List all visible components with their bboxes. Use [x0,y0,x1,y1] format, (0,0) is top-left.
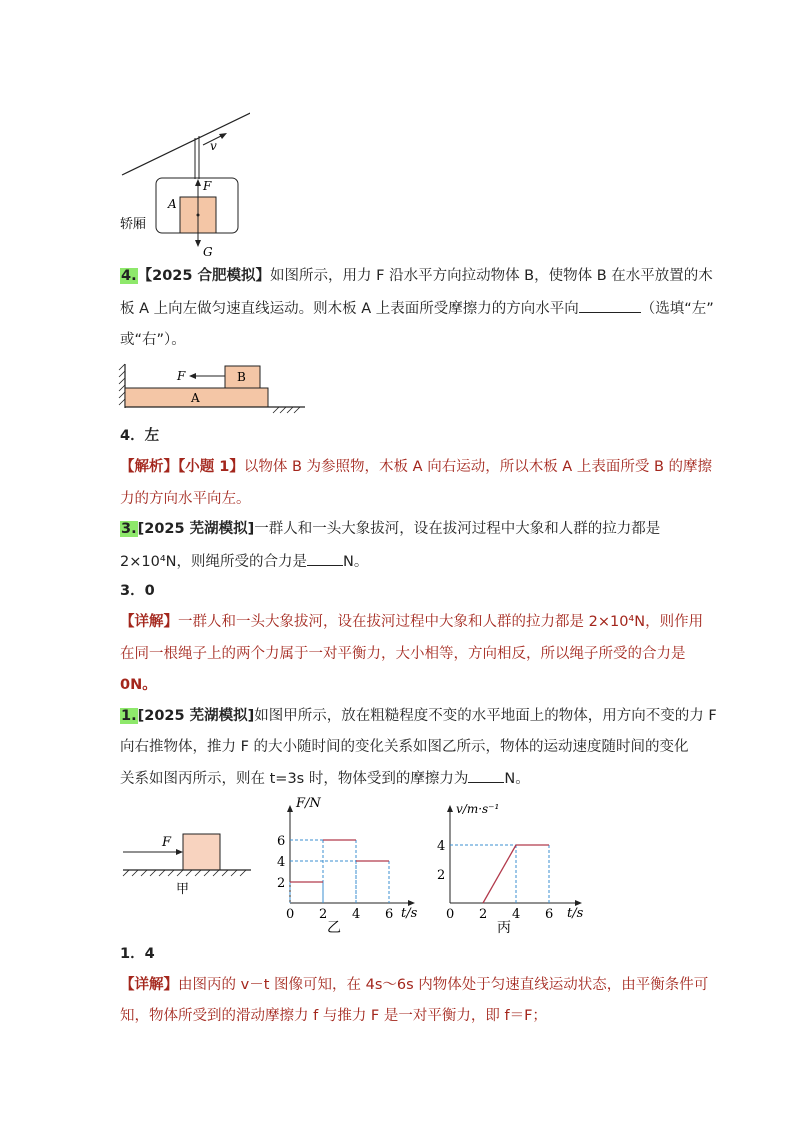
q4-answer-blank [579,298,641,313]
cable-line [122,105,250,175]
q1-line-2: 向右推物体，推力 F 的大小随时间的变化关系如图乙所示，物体的运动速度随时间的变化 [120,739,689,755]
q4-expl-line-2: 力的方向水平向左。 [120,491,251,507]
yi-x-tick-label: 0 [286,907,295,922]
q3-source: [2025 芜湖模拟] [137,521,255,537]
q4-expl-tag: 【解析】【小题 1】 [120,459,244,475]
q4-text-2a: 板 A 上向左做匀速直线运动。则木板 A 上表面所受摩擦力的方向水平向 [120,301,579,317]
q1-line-3 [120,768,530,789]
q4-figure [115,360,310,415]
yi-y-arrowhead [287,805,293,812]
q1-answer: 1．4 [120,946,155,962]
q3-expl-line-2: 在同一根绳子上的两个力属于一对平衡力，大小相等，方向相反，所以绳子所受的合力是 [120,646,686,662]
fig-jia-caption: 甲 [176,882,190,897]
q4-answer: 4．左 [120,428,160,444]
q1-source: [2025 芜湖模拟] [137,708,255,724]
force-up-arrowhead [195,179,201,186]
q4-expl-line-1 [120,457,712,477]
yi-y-label: F/N [296,796,321,811]
yi-x-tick-label: 6 [385,907,394,922]
yi-x-label: t/s [401,906,418,921]
yi-x-tick-label: 4 [352,907,361,922]
yi-caption: 乙 [327,920,341,935]
force-up-label: F [203,179,212,193]
q4-text-1: 如图所示，用力 F 沿水平方向拉动物体 B，使物体 B 在水平放置的木 [270,268,713,284]
q1-line-1 [120,706,717,726]
q4-line-3 [120,330,186,350]
chart-bing [430,790,590,935]
q3-text-1: 一群人和一头大象拔河，设在拔河过程中大象和人群的拉力都是 [254,521,661,537]
q1-text-3a: 关系如图丙所示，则在 t=3s 时，物体受到的摩擦力为 [120,771,469,787]
q3-answer: 3．0 [120,583,155,599]
floor-hatch [123,870,246,876]
yi-y-tick-label: 2 [277,876,286,891]
velocity-label: v [210,139,217,153]
q3-text-2b: N。 [342,554,369,570]
q3-line-1 [120,519,660,539]
q3-text-2a: 2×10⁴N，则绳所受的合力是 [120,554,307,570]
weight-arrowhead [195,240,201,247]
q1-expl-text-1: 由图丙的 v－t 图像可知，在 4s～6s 内物体处于匀速直线运动状态，由平衡条件可 [178,977,709,993]
bing-y-label: v/m·s⁻¹ [456,802,500,816]
q4-line-1 [120,266,713,286]
bing-x-tick-label: 2 [479,907,488,922]
block-b-label: B [237,370,246,384]
bing-y-tick-label: 4 [437,839,446,854]
cable-car-figure [110,100,250,260]
weight-label: G [203,245,213,259]
wall-hatch [119,364,125,405]
q1-expl-line-1 [120,975,708,995]
q1-number: 1. [121,708,137,724]
q3-expl-text-1: 一群人和一头大象拔河，设在拔河过程中大象和人群的拉力都是 2×10⁴N，则作用 [178,614,704,630]
block-label: A [168,197,177,211]
bing-y-tick-label: 2 [437,868,446,883]
q3-expl-line-3: 0N。 [120,677,157,693]
q1-answer-blank [468,768,504,783]
q4-text-2b: （选填“左” [640,301,714,317]
q1-expl-tag: 【详解】 [120,977,178,993]
push-force-label: F [162,835,172,850]
q4-source: 【2025 合肥模拟】 [137,268,271,284]
yi-y-tick-label: 4 [277,855,286,870]
pushed-block [183,834,220,870]
bing-x-label: t/s [567,906,584,921]
q1-text-1: 如图甲所示，放在粗糙程度不变的水平地面上的物体，用方向不变的力 F [254,708,717,724]
cabin-label: 轿厢 [120,217,147,232]
q3-expl-line-1 [120,612,703,632]
q3-line-2 [120,551,368,572]
fig-jia [118,828,258,900]
pull-arrowhead [189,373,196,379]
bing-x-tick-label: 4 [512,907,521,922]
q4-line-2 [120,298,714,319]
q1-expl-line-2: 知，物体所受到的滑动摩擦力 f 与推力 F 是一对平衡力，即 f＝F； [120,1008,547,1024]
yi-x-tick-label: 2 [319,907,328,922]
q4-expl-text-1: 以物体 B 为参照物，木板 A 向右运动，所以木板 A 上表面所受 B 的摩擦 [243,459,712,475]
board-a-label: A [191,391,200,405]
push-arrowhead [176,849,183,855]
q4-number: 4. [121,268,137,284]
bing-y-arrowhead [447,805,453,812]
bing-caption: 丙 [497,920,511,935]
bing-x-tick-label: 0 [446,907,455,922]
q3-number: 3. [121,521,137,537]
bing-x-tick-label: 6 [545,907,554,922]
q4-text-3: 或“右”）。 [120,332,186,348]
q1-text-3b: N。 [504,771,530,787]
ground-hatch [273,407,300,413]
yi-y-tick-label: 6 [277,834,286,849]
pull-force-label: F [177,369,186,383]
q3-expl-tag: 【详解】 [120,614,178,630]
bing-data-segment [483,845,516,903]
q3-answer-blank [307,551,343,566]
chart-yi [265,790,425,935]
